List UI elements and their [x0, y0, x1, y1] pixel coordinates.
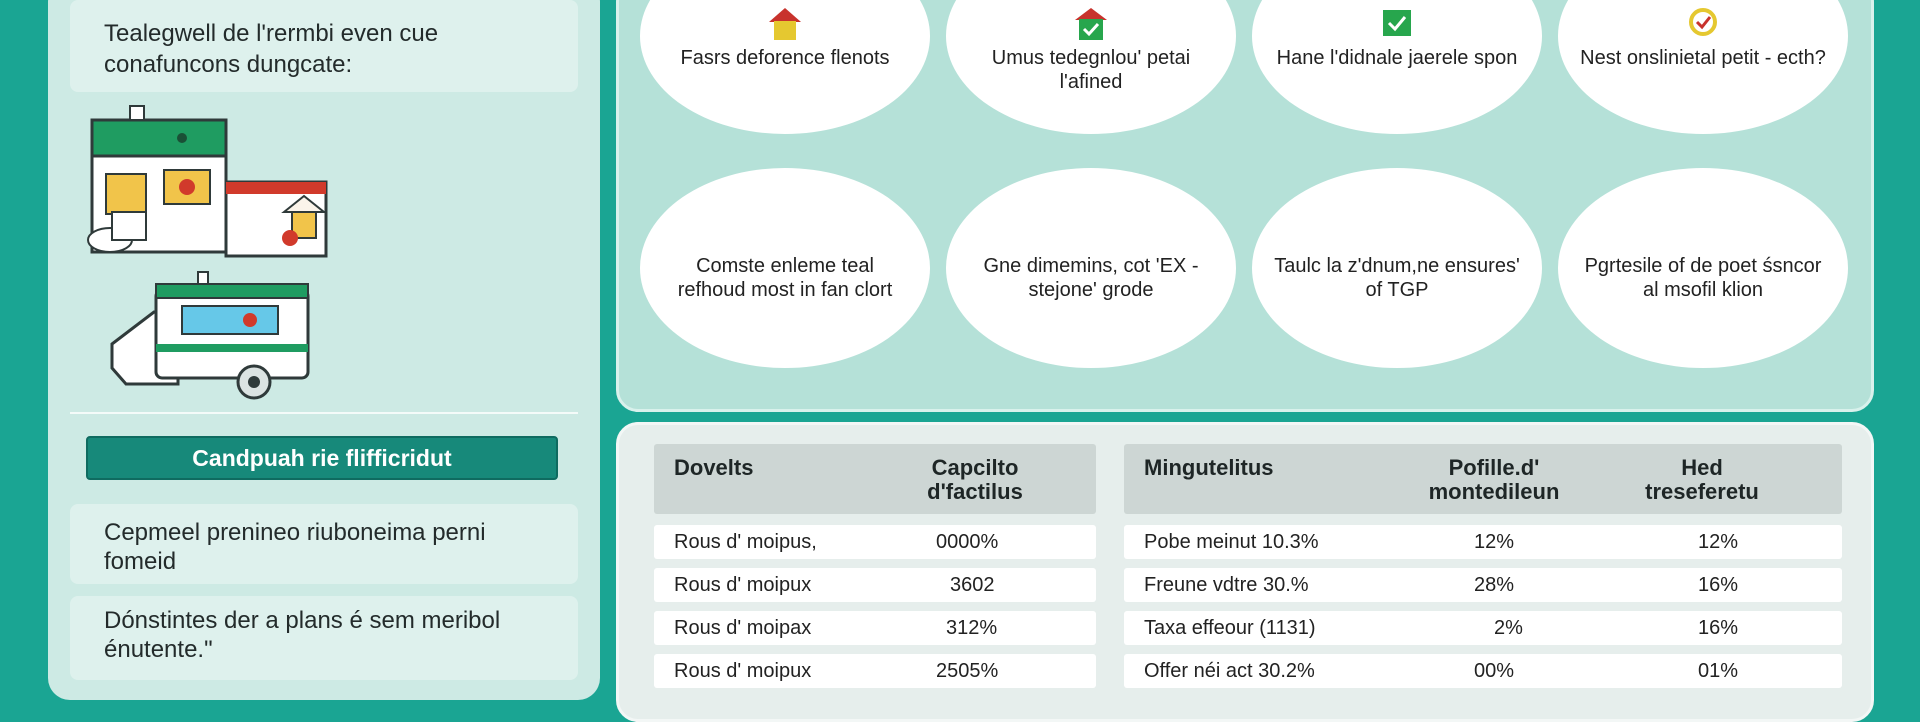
table-right-header-col3: Hed treseferetu	[1645, 455, 1759, 504]
table-cell: 312%	[946, 617, 998, 639]
table-cell: Offer néi act 30.2%	[1144, 660, 1315, 682]
card-top-1-text: Fasrs deforence flenots	[680, 47, 890, 69]
table-right-header-col2: Pofille.d' montedileun	[1428, 455, 1560, 504]
card-bottom-3-text: Taulc la z'dnum,ne ensures' of TGP	[1274, 255, 1520, 301]
sub-note-1	[70, 504, 578, 584]
card-bottom-2-text: Gne dimemins, cot 'EX -stejone' grode	[983, 255, 1199, 301]
card-bottom-1[interactable]	[640, 168, 930, 368]
card-bottom-1-text: Comste enleme teal refhoud most in fan clort	[677, 255, 893, 301]
card-top-2-text: Umus tedegnlou' petai l'afined	[991, 47, 1191, 93]
table-cell: Rous d' moipus,	[674, 531, 817, 553]
card-bottom-4-text: Pgrtesile of de poet śsncor al msofil klion	[1584, 255, 1822, 301]
house-icon	[765, 4, 805, 44]
table-cell: 3602	[950, 574, 995, 596]
table-cell: Rous d' moipax	[674, 617, 812, 639]
ambulance-illustration	[104, 266, 344, 406]
table-cell: 16%	[1698, 617, 1739, 639]
card-top-4-text: Nest onslinietal petit - ecth?	[1580, 47, 1826, 69]
card-bottom-3[interactable]	[1252, 168, 1542, 368]
intro-text: Tealegwell de l'rermbi even cue conafuncons dungcate:	[104, 20, 439, 78]
sub-note-2-text: Dónstintes der a plans é sem meribol énutente."	[104, 607, 501, 663]
table-right-header-col1: Mingutelitus	[1144, 455, 1274, 480]
table-cell: 0000%	[936, 531, 999, 553]
table-cell: 01%	[1698, 660, 1739, 682]
table-left-header-col2: Capcilto d'factilus	[927, 455, 1023, 504]
table-cell: Rous d' moipux	[674, 660, 812, 682]
table-cell: 28%	[1474, 574, 1515, 596]
sub-note-2	[70, 596, 578, 680]
table-cell: 12%	[1474, 531, 1515, 553]
table-cell: 12%	[1698, 531, 1739, 553]
left-divider	[70, 412, 578, 414]
check-box-icon	[1377, 4, 1417, 44]
table-cell: Rous d' moipux	[674, 574, 812, 596]
check-house-icon	[1071, 4, 1111, 44]
table-cell: Freune vdtre 30.%	[1144, 574, 1309, 596]
table-cell: 16%	[1698, 574, 1739, 596]
table-cell: Taxa effeour (1131)	[1144, 617, 1316, 639]
table-cell: 2%	[1494, 617, 1523, 639]
card-top-3-text: Hane l'didnale jaerele spon	[1276, 47, 1518, 69]
table-cell: Pobe meinut 10.3%	[1144, 531, 1319, 553]
sub-note-1-text: Cepmeel prenineo riuboneima perni fomeid	[104, 519, 486, 575]
shop-illustration	[82, 104, 350, 264]
section-button[interactable]: Candpuah rie flifficridut	[86, 436, 558, 480]
table-cell: 2505%	[936, 660, 999, 682]
intro-note	[70, 0, 578, 92]
card-bottom-4[interactable]	[1558, 168, 1848, 368]
table-cell: 00%	[1474, 660, 1515, 682]
table-left-header-col1: Dovelts	[674, 455, 754, 480]
card-bottom-2[interactable]	[946, 168, 1236, 368]
check-circle-icon	[1683, 4, 1723, 44]
